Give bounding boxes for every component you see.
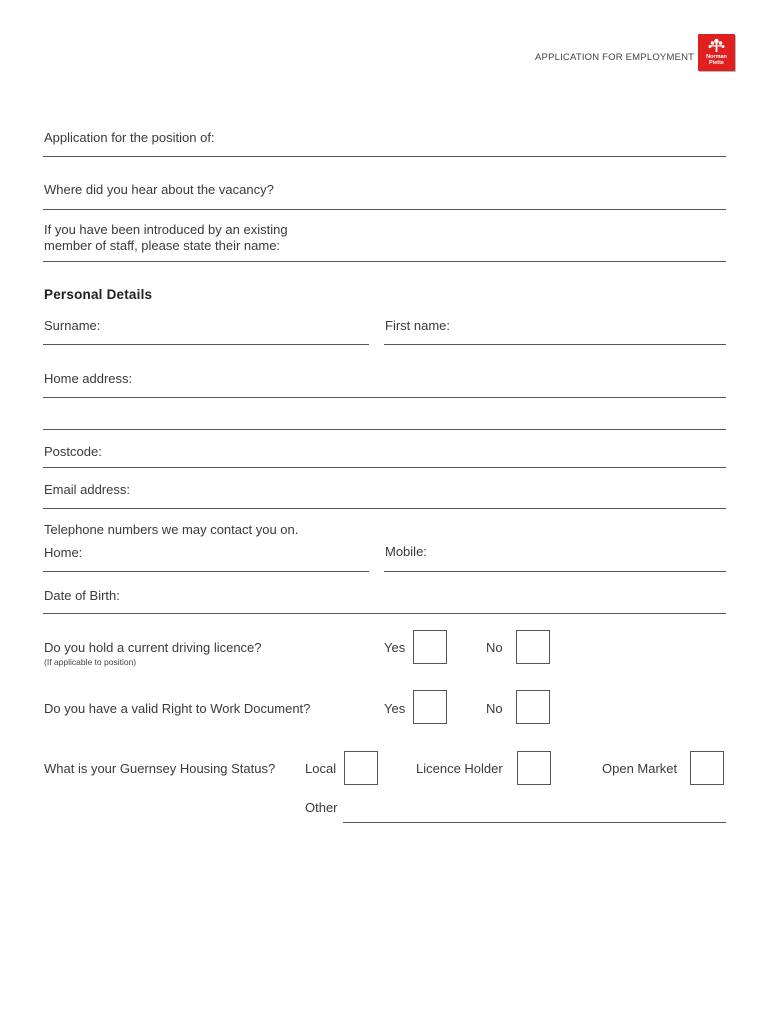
tree-icon bbox=[698, 37, 735, 53]
right-to-work-yes-label: Yes bbox=[384, 701, 406, 716]
surname-field[interactable] bbox=[43, 344, 369, 345]
introduced-label-line1: If you have been introduced by an existing bbox=[44, 222, 288, 237]
introduced-label-line2: member of staff, please state their name: bbox=[44, 238, 281, 253]
dob-field[interactable] bbox=[43, 613, 726, 614]
vacancy-label: Where did you hear about the vacancy? bbox=[44, 182, 274, 197]
mobile-phone-field[interactable] bbox=[384, 571, 726, 572]
housing-local-checkbox[interactable] bbox=[344, 751, 378, 785]
housing-other-label: Other bbox=[305, 800, 338, 815]
home-phone-field[interactable] bbox=[43, 571, 369, 572]
surname-label: Surname: bbox=[44, 318, 101, 333]
home-address-field-line1[interactable] bbox=[43, 397, 726, 398]
postcode-label: Postcode: bbox=[44, 444, 102, 459]
licence-yes-checkbox[interactable] bbox=[413, 630, 447, 664]
vacancy-field[interactable] bbox=[43, 209, 726, 210]
form-header-title: APPLICATION FOR EMPLOYMENT bbox=[535, 52, 695, 63]
right-to-work-no-label: No bbox=[486, 701, 503, 716]
right-to-work-no-checkbox[interactable] bbox=[516, 690, 550, 724]
email-field[interactable] bbox=[43, 508, 726, 509]
housing-status-question: What is your Guernsey Housing Status? bbox=[44, 761, 276, 776]
logo-text-line1: Norman bbox=[706, 54, 727, 60]
dob-label: Date of Birth: bbox=[44, 588, 120, 603]
right-to-work-yes-checkbox[interactable] bbox=[413, 690, 447, 724]
housing-open-market-checkbox[interactable] bbox=[690, 751, 724, 785]
company-logo bbox=[698, 34, 735, 71]
first-name-label: First name: bbox=[385, 318, 451, 333]
licence-yes-label: Yes bbox=[384, 640, 406, 655]
position-label: Application for the position of: bbox=[44, 130, 215, 145]
email-label: Email address: bbox=[44, 482, 130, 497]
mobile-phone-label: Mobile: bbox=[385, 544, 427, 559]
home-address-label: Home address: bbox=[44, 371, 133, 386]
home-phone-label: Home: bbox=[44, 545, 83, 560]
driving-licence-note: (If applicable to position) bbox=[44, 657, 137, 667]
position-field[interactable] bbox=[43, 156, 726, 157]
first-name-field[interactable] bbox=[384, 344, 726, 345]
introduced-field[interactable] bbox=[43, 261, 726, 262]
driving-licence-question: Do you hold a current driving licence? bbox=[44, 640, 262, 655]
postcode-field[interactable] bbox=[43, 467, 726, 468]
logo-text-line2: Piette bbox=[709, 60, 724, 66]
housing-licence-holder-checkbox[interactable] bbox=[517, 751, 551, 785]
housing-open-market-label: Open Market bbox=[602, 761, 678, 776]
licence-no-label: No bbox=[486, 640, 503, 655]
telephone-label: Telephone numbers we may contact you on. bbox=[44, 522, 299, 537]
personal-details-heading: Personal Details bbox=[44, 287, 153, 302]
housing-licence-holder-label: Licence Holder bbox=[416, 761, 503, 776]
housing-other-field[interactable] bbox=[343, 822, 726, 823]
licence-no-checkbox[interactable] bbox=[516, 630, 550, 664]
right-to-work-question: Do you have a valid Right to Work Document? bbox=[44, 701, 311, 716]
housing-local-label: Local bbox=[305, 761, 337, 776]
home-address-field-line2[interactable] bbox=[43, 429, 726, 430]
